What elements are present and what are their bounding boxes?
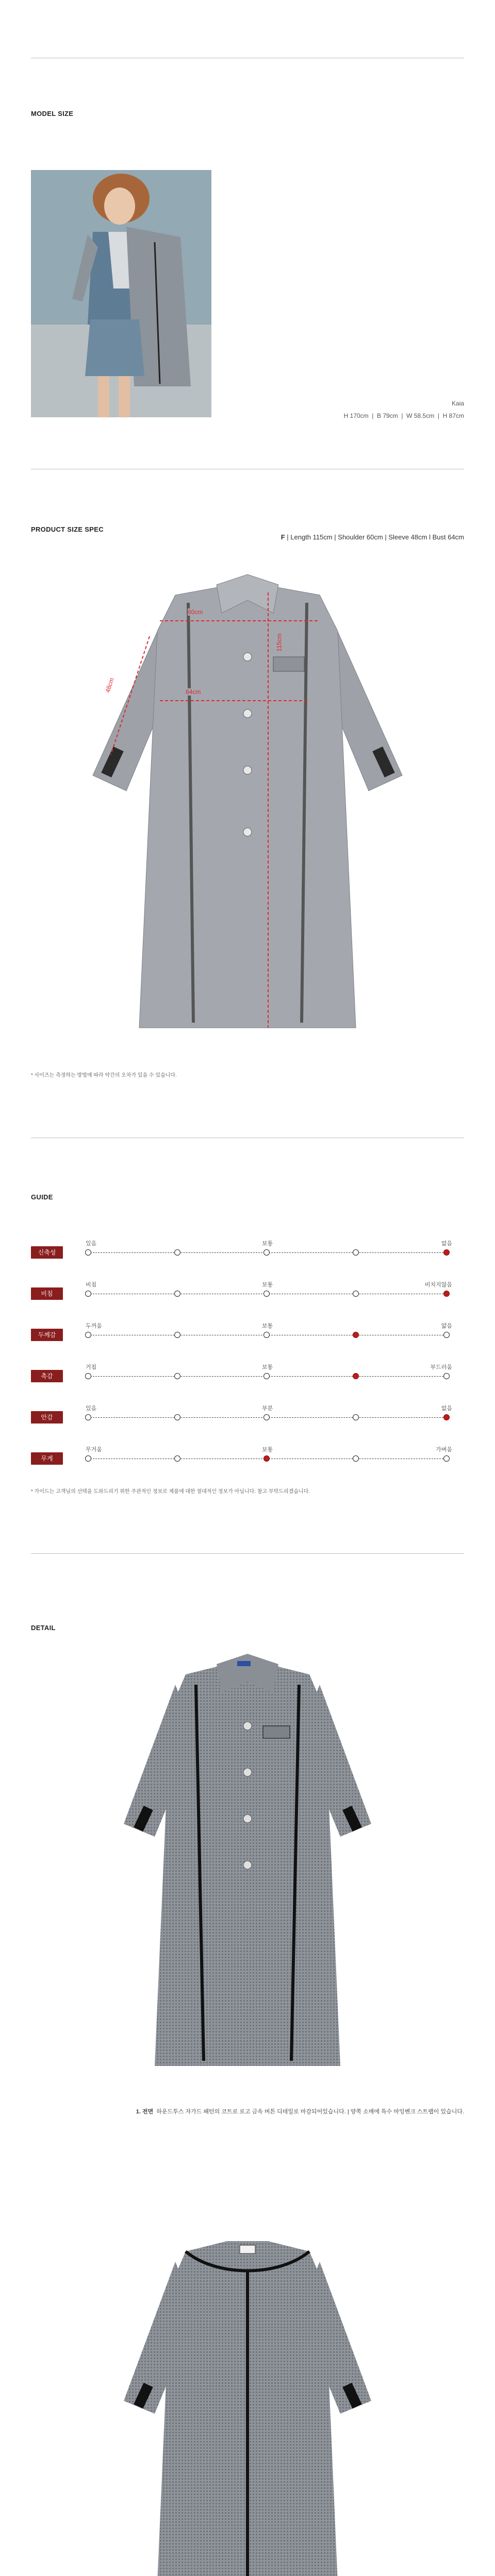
guide-row-label: 촉감 — [31, 1370, 63, 1382]
size-note: * 사이즈는 측정하는 방법에 따라 약간의 오차가 있을 수 있습니다. — [31, 1073, 177, 1078]
guide-row — [31, 1445, 464, 1476]
guide-dot — [263, 1249, 270, 1256]
guide-dot — [174, 1332, 180, 1338]
guide-left-label: 있음 — [86, 1405, 97, 1412]
detail-caption-front-text: 하운드투스 자가드 패턴의 코트로 로고 금속 버튼 디테일로 마감되어있습니다. | 양쪽 소매에 특수 마잉벤크 스트랩이 있습니다. — [156, 2109, 464, 2115]
guide-dot — [85, 1373, 91, 1379]
size-label: F — [280, 533, 285, 541]
guide-right-label: 없음 — [441, 1405, 452, 1412]
guide-mid-label: 보통 — [262, 1364, 273, 1370]
guide-dot — [263, 1373, 270, 1379]
guide-mid-label: 보통 — [262, 1323, 273, 1329]
guide-dot — [174, 1373, 180, 1379]
guide-dot-selected — [263, 1455, 270, 1462]
guide-dot — [85, 1332, 91, 1338]
guide-row — [31, 1321, 464, 1352]
guide-dot — [353, 1291, 359, 1297]
detail-front-image — [113, 1654, 382, 2087]
guide-dot — [443, 1373, 450, 1379]
guide-dot-selected — [443, 1249, 450, 1256]
guide-mid-label: 보통 — [262, 1241, 273, 1247]
guide-dot — [85, 1455, 91, 1462]
guide-right-label: 비치지않음 — [424, 1282, 452, 1288]
guide-dot — [353, 1455, 359, 1462]
guide-left-label: 무거움 — [86, 1447, 102, 1453]
guide-dot — [174, 1249, 180, 1256]
guide-dot — [353, 1414, 359, 1420]
size-spec-diagram — [77, 564, 418, 1059]
section-title-product-size-spec: PRODUCT SIZE SPEC — [31, 526, 104, 533]
size-spec-line — [277, 526, 464, 541]
guide-dot — [174, 1455, 180, 1462]
detail-caption-front — [136, 2107, 464, 2115]
guide-right-label: 부드러움 — [430, 1364, 452, 1370]
divider-guide — [31, 1553, 464, 1554]
guide-dot — [263, 1332, 270, 1338]
guide-left-label: 있음 — [86, 1241, 97, 1247]
guide-left-label: 거침 — [86, 1364, 97, 1370]
model-illustration — [31, 170, 211, 417]
guide-dot-selected — [443, 1291, 450, 1297]
guide-mid-label: 보통 — [262, 1447, 273, 1453]
guide-right-label: 없음 — [441, 1241, 452, 1247]
detail-back-image — [113, 2231, 382, 2576]
guide-row-label: 비침 — [31, 1287, 63, 1300]
dim-bust-label: 64cm — [186, 688, 201, 696]
section-title-detail: DETAIL — [31, 1624, 56, 1632]
guide-dot-selected — [353, 1332, 359, 1338]
guide-row — [31, 1363, 464, 1394]
guide-dot — [443, 1332, 450, 1338]
model-photo — [31, 170, 211, 417]
guide-row-label: 두께감 — [31, 1329, 63, 1341]
size-spec-text: | Length 115cm | Shoulder 60cm | Sleeve 48cm l Bust 64cm — [285, 533, 464, 541]
dim-shoulder-label: 60cm — [188, 608, 203, 616]
guide-note: * 가이드는 고객님의 선택을 도와드리기 위한 주관적인 정보로 제품에 대한 절대적인 정보가 아닙니다. 참고 부탁드리겠습니다. — [31, 1489, 310, 1495]
section-title-model-size: MODEL SIZE — [31, 110, 74, 117]
guide-dot — [263, 1291, 270, 1297]
model-name: Kaia — [451, 400, 464, 407]
guide-right-label: 얇음 — [441, 1323, 452, 1329]
guide-row — [31, 1280, 464, 1311]
guide-dot — [85, 1291, 91, 1297]
guide-row-label: 무게 — [31, 1452, 63, 1465]
guide-dot — [443, 1455, 450, 1462]
model-measurements: H 170cm | B 79cm | W 58.5cm | H 87cm — [343, 412, 464, 419]
guide-dot — [353, 1249, 359, 1256]
dim-length-label: 115cm — [275, 633, 283, 652]
guide-dot — [85, 1414, 91, 1420]
dim-sleeve-label: 48cm — [104, 676, 116, 694]
section-title-guide: GUIDE — [31, 1193, 53, 1201]
guide-left-label: 비침 — [86, 1282, 97, 1288]
guide-right-label: 가벼움 — [436, 1447, 452, 1453]
guide-mid-label: 부분 — [262, 1405, 273, 1412]
guide-dot-selected — [353, 1373, 359, 1379]
guide-dot — [174, 1291, 180, 1297]
guide-left-label: 두꺼움 — [86, 1323, 102, 1329]
guide-dot — [85, 1249, 91, 1256]
guide-dot — [263, 1414, 270, 1420]
detail-caption-front-num: 1. 전면 — [136, 2109, 154, 2115]
guide-dot — [174, 1414, 180, 1420]
guide-row-label: 신축성 — [31, 1246, 63, 1259]
guide-row-label: 안감 — [31, 1411, 63, 1423]
guide-dot-selected — [443, 1414, 450, 1420]
guide-row — [31, 1404, 464, 1435]
guide-row — [31, 1239, 464, 1270]
guide-mid-label: 보통 — [262, 1282, 273, 1288]
